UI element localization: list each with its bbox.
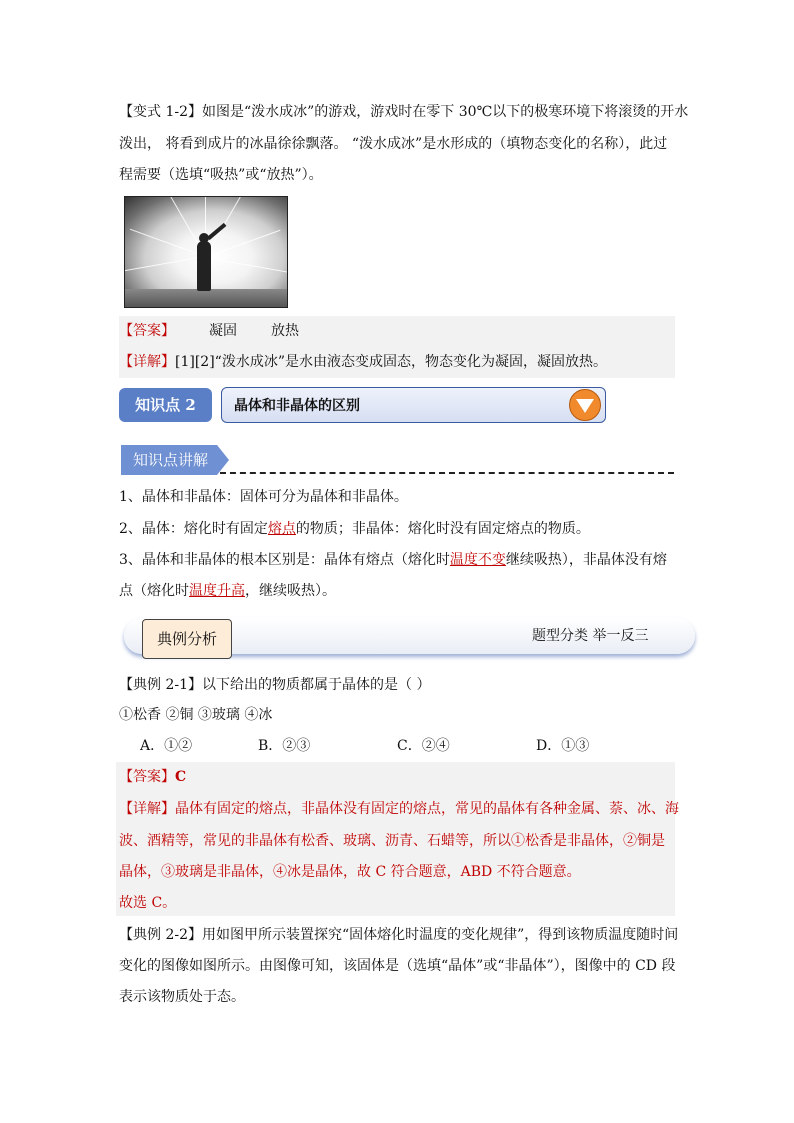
ex21-detail-3: 晶体，③玻璃是非晶体，④冰是晶体，故 C 符合题意，ABD 不符合题意。: [119, 864, 581, 880]
question-text: 泼出， 将看到成片的冰晶徐徐飘落。 “泼水成冰”是水形成的（填物态变化的名称），此过: [119, 136, 668, 152]
person-silhouette: [197, 241, 211, 291]
knowledge-point-title-bar: [221, 387, 606, 423]
knowledge-p4: 点（熔化时温度升高，继续吸热）。: [119, 583, 336, 599]
underlined-term: 熔点: [267, 521, 296, 537]
option-c: C．②④: [397, 738, 450, 754]
ex21-items: ①松香 ②铜 ③玻璃 ④冰: [119, 707, 273, 723]
knowledge-p2: 2、晶体：熔化时有固定熔点的物质；非晶体：熔化时没有固定熔点的物质。: [119, 521, 590, 537]
ex21-detail-2: 波、酒精等，常见的非晶体有松香、玻璃、沥青、石蜡等，所以①松香是非晶体，②铜是: [119, 833, 665, 849]
knowledge-p3: 3、晶体和非晶体的根本区别是：晶体有熔点（熔化时温度不变继续吸热），非晶体没有熔: [119, 552, 667, 568]
dropdown-triangle-icon[interactable]: [569, 389, 601, 421]
detail-text: [1][2]“泼水成冰”是水由液态变成固态，物态变化为凝固，凝固放热。: [175, 354, 607, 370]
answer-row: [119, 321, 299, 341]
question-text: 程需要（选填“吸热”或“放热”）。: [119, 167, 323, 183]
ex21-conclusion: 故选 C。: [119, 895, 177, 911]
option-a: A．①②: [140, 738, 193, 754]
detail-label: 【详解】: [119, 354, 175, 370]
answer-value: C: [175, 769, 187, 785]
ex21-question: 【典例 2-1】以下给出的物质都属于晶体的是（ ）: [119, 677, 431, 693]
ex22-line-1: 【典例 2-2】用如图甲所示装置探究“固体熔化时温度的变化规律”，得到该物质温度随时间: [119, 927, 679, 943]
photo-ground: [125, 289, 287, 307]
underlined-term: 温度不变: [449, 552, 506, 568]
option-b: B．②③: [258, 738, 311, 754]
knowledge-point-title: 晶体和非晶体的区别: [234, 398, 360, 414]
splash-ice-photo: [124, 196, 288, 308]
answer-2: 放热: [271, 323, 299, 339]
ex22-line-2: 变化的图像如图所示。由图像可知，该固体是（选填“晶体”或“非晶体”），图像中的 CD 段: [119, 958, 676, 974]
detail-label: 【详解】: [119, 801, 175, 817]
example-header-tag: 典例分析: [142, 619, 232, 659]
ex21-answer-row: [119, 767, 186, 787]
answer-label: 【答案】: [119, 323, 175, 339]
knowledge-point-tag: 知识点 2: [119, 388, 212, 422]
ex22-line-3: 表示该物质处于态。: [119, 989, 245, 1005]
underlined-term: 温度升高: [189, 583, 245, 599]
explain-tab: 知识点讲解: [121, 445, 217, 475]
detail-row: [119, 352, 607, 372]
knowledge-p1: 1、晶体和非晶体：固体可分为晶体和非晶体。: [119, 489, 408, 505]
example-header-right: 题型分类 举一反三: [532, 628, 649, 644]
dashed-divider: [220, 472, 674, 474]
ex21-detail-1: 【详解】晶体有固定的熔点，非晶体没有固定的熔点，常见的晶体有各种金属、萘、冰、海: [119, 801, 679, 817]
answer-1: 凝固: [209, 323, 237, 339]
question-text: 【变式 1-2】如图是“泼水成冰”的游戏，游戏时在零下 30℃以下的极寒环境下将滚烫的开水: [119, 104, 689, 120]
answer-label: 【答案】: [119, 769, 175, 785]
option-d: D．①③: [536, 738, 590, 754]
